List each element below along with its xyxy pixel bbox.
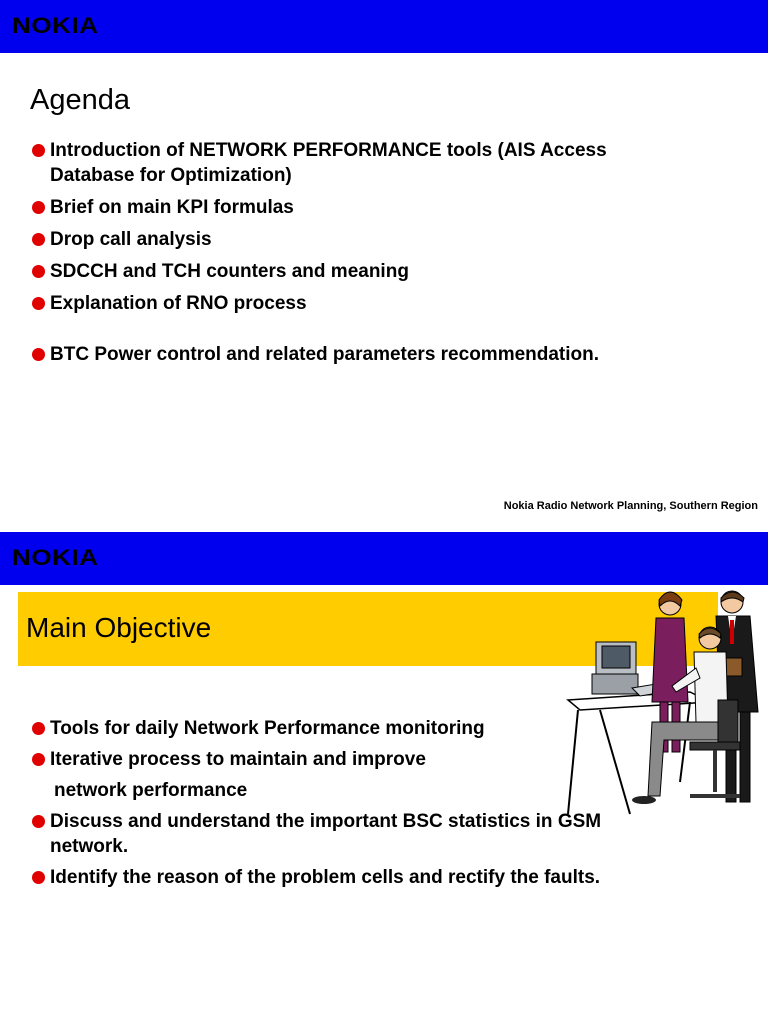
red-dot-icon	[32, 201, 45, 214]
list-item: network performance	[54, 780, 248, 801]
slide-title: Agenda	[30, 84, 130, 116]
slide-divider	[0, 520, 768, 532]
red-dot-icon	[32, 722, 45, 735]
red-dot-icon	[32, 144, 45, 157]
list-item: Brief on main KPI formulas	[30, 195, 630, 220]
red-dot-icon	[32, 815, 45, 828]
red-dot-icon	[32, 297, 45, 310]
objective-list	[30, 716, 610, 896]
list-item: Discuss and understand the important BSC statistics in GSM network.	[30, 809, 610, 859]
red-dot-icon	[32, 753, 45, 766]
list-item: Explanation of RNO process	[30, 291, 630, 316]
header-banner	[0, 532, 768, 585]
slide-footer: Nokia Radio Network Planning, Southern Region	[503, 500, 758, 512]
nokia-logo: NOKIA	[12, 13, 99, 38]
list-item: Introduction of NETWORK PERFORMANCE tools (AIS Access Database for Optimization)	[30, 138, 630, 188]
red-dot-icon	[32, 265, 45, 278]
agenda-list	[30, 138, 630, 374]
list-item: Identify the reason of the problem cells and rectify the faults.	[30, 865, 610, 890]
red-dot-icon	[32, 871, 45, 884]
list-item: SDCCH and TCH counters and meaning	[30, 259, 630, 284]
list-item: BTC Power control and related parameters recommendation.	[30, 342, 630, 367]
nokia-logo: NOKIA	[12, 545, 99, 570]
list-item: Drop call analysis	[30, 227, 630, 252]
list-item: Tools for daily Network Performance monitoring	[30, 716, 610, 741]
red-dot-icon	[32, 348, 45, 361]
red-dot-icon	[32, 233, 45, 246]
slide-title: Main Objective	[26, 612, 212, 643]
header-banner	[0, 0, 768, 53]
slide-main-objective	[0, 532, 768, 1024]
list-item: Iterative process to maintain and improve	[30, 747, 610, 772]
